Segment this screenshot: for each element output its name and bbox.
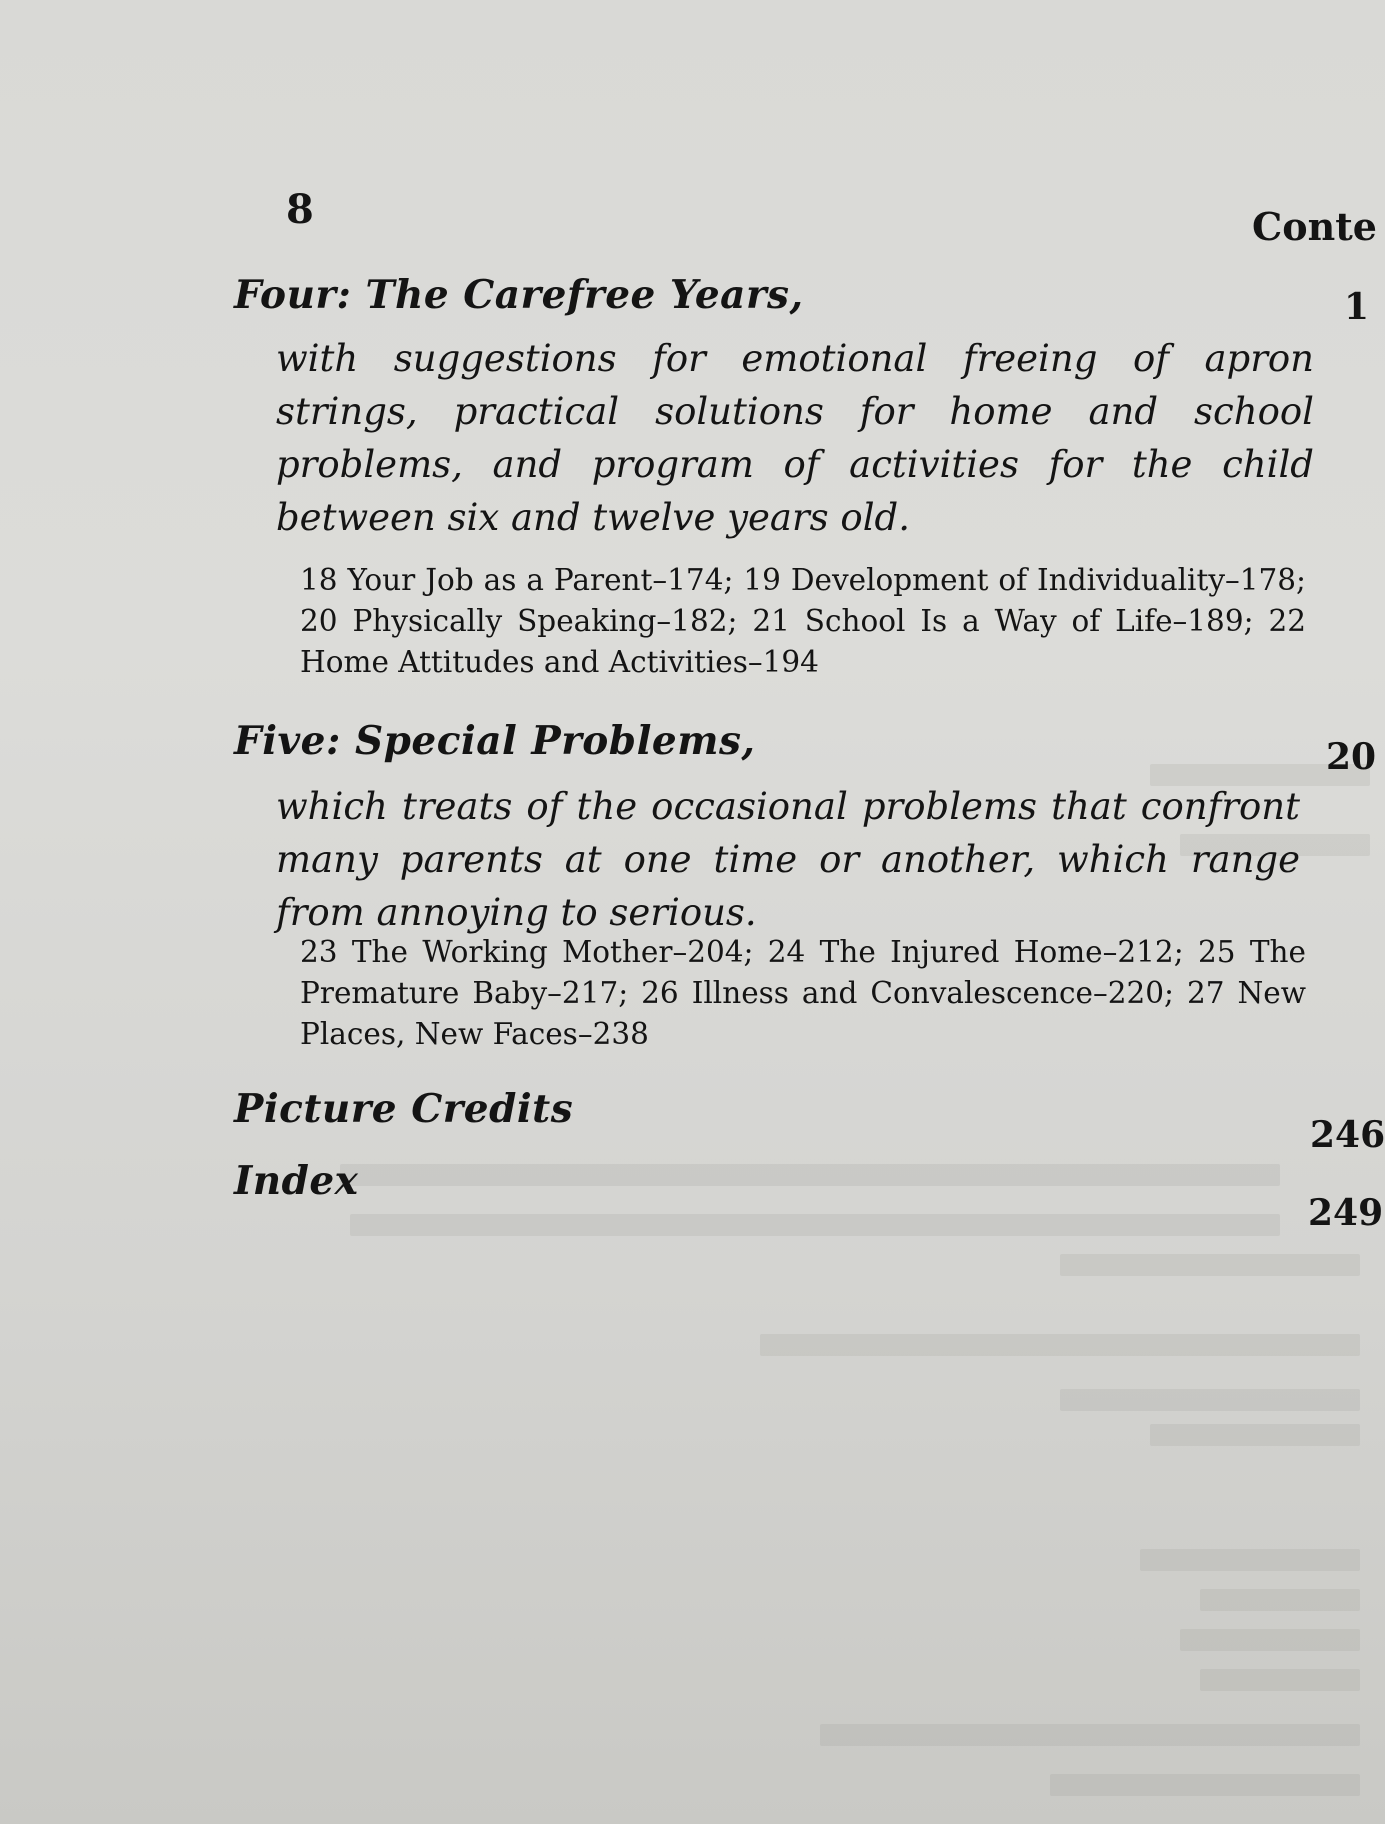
bleed-through-line (0, 1585, 1368, 1615)
bleed-through-line (0, 1160, 1368, 1190)
bleed-through-line (0, 1385, 1368, 1415)
toc-entry-page: 20 (1326, 736, 1377, 778)
toc-entry-title: Four: The Carefree Years, (234, 272, 804, 318)
toc-entry-title: Five: Special Problems, (234, 718, 756, 764)
toc-entry-description: with suggestions for emotional freeing of apron strings, practical solutions for home and school problems, and program of activities for the child between six and twelve years old. (276, 337, 1314, 539)
bleed-through-line (0, 1210, 1368, 1240)
bleed-through-line (0, 1420, 1368, 1450)
toc-entry-title: Picture Credits (234, 1086, 574, 1132)
bleed-through-line (0, 1720, 1368, 1750)
bleed-through-line (0, 1545, 1368, 1575)
page-number: 8 (286, 186, 314, 233)
bleed-through-line (0, 1625, 1368, 1655)
toc-entry-page: 249 (1308, 1192, 1384, 1234)
toc-entry-chapters: 23 The Working Mother–204; 24 The Injured Home–212; 25 The Premature Baby–217; 26 Illness and Convalescence–220; 27 New Places, New Faces–238 (300, 935, 1306, 1051)
bleed-through-line (0, 1330, 1368, 1360)
toc-entry-title: Index (234, 1158, 359, 1204)
bleed-through-line (0, 1665, 1368, 1695)
bleed-through-line (0, 1250, 1368, 1280)
running-head: Conte (1252, 204, 1377, 249)
toc-entry-description: which treats of the occasional problems that confront many parents at one time or another, which range from annoying to serious. (276, 785, 1300, 934)
toc-entry-page: 1 (1344, 286, 1370, 328)
bleed-through-line (0, 1770, 1368, 1800)
toc-entry-chapters: 18 Your Job as a Parent–174; 19 Development of Individuality–178; 20 Physically Speaking–182; 21 School Is a Way of Life–189; 22 Home Attitudes and Activities–194 (300, 563, 1306, 679)
toc-entry-page: 246 (1310, 1114, 1385, 1156)
